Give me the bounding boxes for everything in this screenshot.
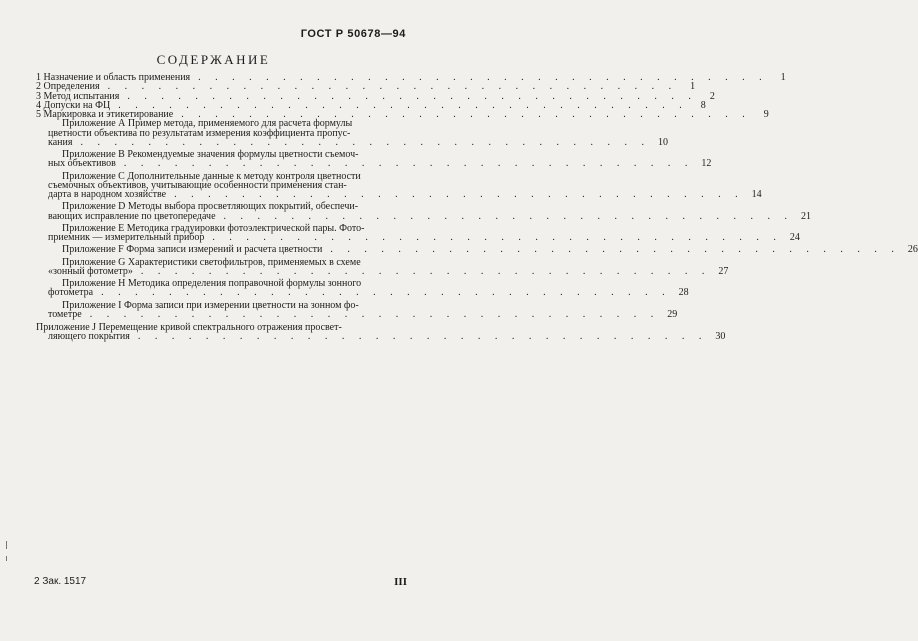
leader-dots: . . . . . . . . . . . . . . . . . . . . . . . . . . . . . . . . . .: [212, 232, 782, 243]
toc-entry-text: Приложение Е Методика градуировки фотоэлектрической пары. Фото-: [62, 222, 365, 234]
toc-page-number: 26: [907, 244, 918, 256]
toc-page-number: 10: [657, 136, 668, 148]
leader-dots: . . . . . . . . . . . . . . . . . . . . . . . . . . . . . . . . . .: [101, 287, 671, 299]
toc-entry-text: 2 Определения: [36, 81, 100, 93]
print-order-number: 2 Зак. 1517: [34, 576, 87, 587]
page-title: СОДЕРЖАНИЕ: [156, 52, 271, 67]
toc-entry-text: Приложение В Рекомендуемые значения формулы цветности съемоч-: [62, 149, 359, 160]
toc-entry-text: Приложение F Форма записи измерений и расчета цветности: [62, 244, 323, 256]
toc-entry: [36, 118, 668, 148]
toc-entry-text: ных объективов: [48, 158, 116, 170]
toc-page-number: 29: [667, 308, 678, 320]
scan-mark: [6, 541, 7, 549]
leader-dots: . . . . . . . . . . . . . . . . . . . . . . . . . . . . . . . . . .: [137, 331, 708, 343]
page-number: III: [394, 576, 407, 588]
toc-entry: [36, 170, 762, 200]
scan-mark: [6, 556, 7, 561]
toc-entry: [36, 201, 812, 222]
toc-page-number: 30: [715, 331, 726, 343]
toc-entry-text: Приложение D Методы выбора просветляющих покрытий, обеспечи-: [62, 201, 359, 213]
toc-entry: [36, 278, 689, 299]
toc-entry-text: кания: [48, 136, 73, 148]
toc-entry: [36, 322, 726, 343]
leader-dots: . . . . . . . . . . . . . . . . . . . . . . . . . . . . . . . . . .: [223, 210, 794, 222]
toc-entry-text: Приложение J Перемещение кривой спектрального отражения просвет-: [36, 322, 342, 333]
toc-page-number: 28: [678, 287, 689, 299]
toc-page-number: 12: [701, 158, 712, 170]
leader-dots: . . . . . . . . . . . . . . . . . . . . . . . . . . . . . . . . . .: [80, 136, 650, 148]
toc-entry-text: 5 Маркировка и этикетирование: [36, 109, 174, 120]
toc-page-number: 14: [751, 189, 762, 200]
toc-entry-text: съемочных объективов, учитывающие особенности применения стан-: [48, 179, 347, 191]
toc-entry-text: Приложение С Дополнительные данные к методу контроля цветности: [62, 170, 361, 182]
toc-entry: [36, 244, 918, 256]
toc-entry-text: тометре: [48, 308, 82, 320]
toc-entry-text: Приложение А Пример метода, применяемого для расчета формулы: [62, 118, 353, 130]
leader-dots: . . . . . . . . . . . . . . . . . . . . . . . . . . . . . . . . . .: [174, 189, 744, 200]
leader-dots: . . . . . . . . . . . . . . . . . . . . . . . . . . . . . . . . . .: [127, 90, 697, 102]
leader-dots: . . . . . . . . . . . . . . . . . . . . . . . . . . . . . . . . . .: [89, 308, 660, 320]
toc-entry-text: «зонный фотометр»: [48, 265, 133, 277]
leader-dots: . . . . . . . . . . . . . . . . . . . . . . . . . . . . . . . . . .: [140, 265, 711, 277]
toc-page-number: 8: [700, 99, 706, 111]
leader-dots: . . . . . . . . . . . . . . . . . . . . . . . . . . . . . . . . . .: [118, 99, 688, 111]
toc-entry: [36, 299, 678, 320]
toc-entry: [36, 222, 800, 243]
toc-page-number: 1: [690, 81, 696, 93]
toc-entry-text: фотометра: [48, 287, 94, 299]
toc-entry-text: приемник — измерительный прибор: [48, 232, 205, 243]
toc-entry-text: Приложение I Форма записи при измерении цветности на зонном фо-: [62, 299, 359, 311]
toc-entry-text: Приложение G Характеристики светофильтров, применяемых в схеме: [62, 256, 361, 268]
leader-dots: . . . . . . . . . . . . . . . . . . . . . . . . . . . . . . . . . .: [107, 81, 678, 93]
standard-code: ГОСТ Р 50678—94: [300, 28, 406, 40]
toc-entry: [36, 256, 729, 277]
toc-entry-text: Приложение Н Методика определения поправочной формулы зонного: [62, 278, 362, 289]
toc-page-number: 24: [789, 232, 800, 243]
toc-entry-text: 1 Назначение и область применения: [36, 72, 191, 83]
toc-page-number: 9: [763, 109, 769, 120]
toc-entry-text: дарта в народном хозяйстве: [48, 189, 167, 200]
toc-page-number: 2: [709, 90, 715, 102]
toc-entry-text: 3 Метод испытания: [36, 90, 120, 102]
toc-page-number: 27: [718, 265, 729, 277]
leader-dots: . . . . . . . . . . . . . . . . . . . . . . . . . . . . . . . . . .: [123, 158, 694, 170]
leader-dots: . . . . . . . . . . . . . . . . . . . . . . . . . . . . . . . . . .: [181, 109, 751, 120]
toc-page-number: 21: [801, 210, 812, 222]
toc-page-number: 1: [780, 72, 786, 83]
table-of-contents: [36, 72, 918, 343]
toc-entry-text: 4 Допуски на ФЦ: [36, 99, 111, 111]
toc-entry-text: цветности объектива по результатам измерения коэффициента пропус-: [48, 127, 351, 139]
leader-dots: . . . . . . . . . . . . . . . . . . . . . . . . . . . . . . . . . .: [330, 244, 900, 256]
leader-dots: . . . . . . . . . . . . . . . . . . . . . . . . . . . . . . . . . .: [198, 72, 768, 83]
toc-entry-text: вающих исправление по цветопередаче: [48, 210, 216, 222]
toc-entry: [36, 149, 712, 170]
toc-entry-text: ляющего покрытия: [48, 331, 130, 343]
